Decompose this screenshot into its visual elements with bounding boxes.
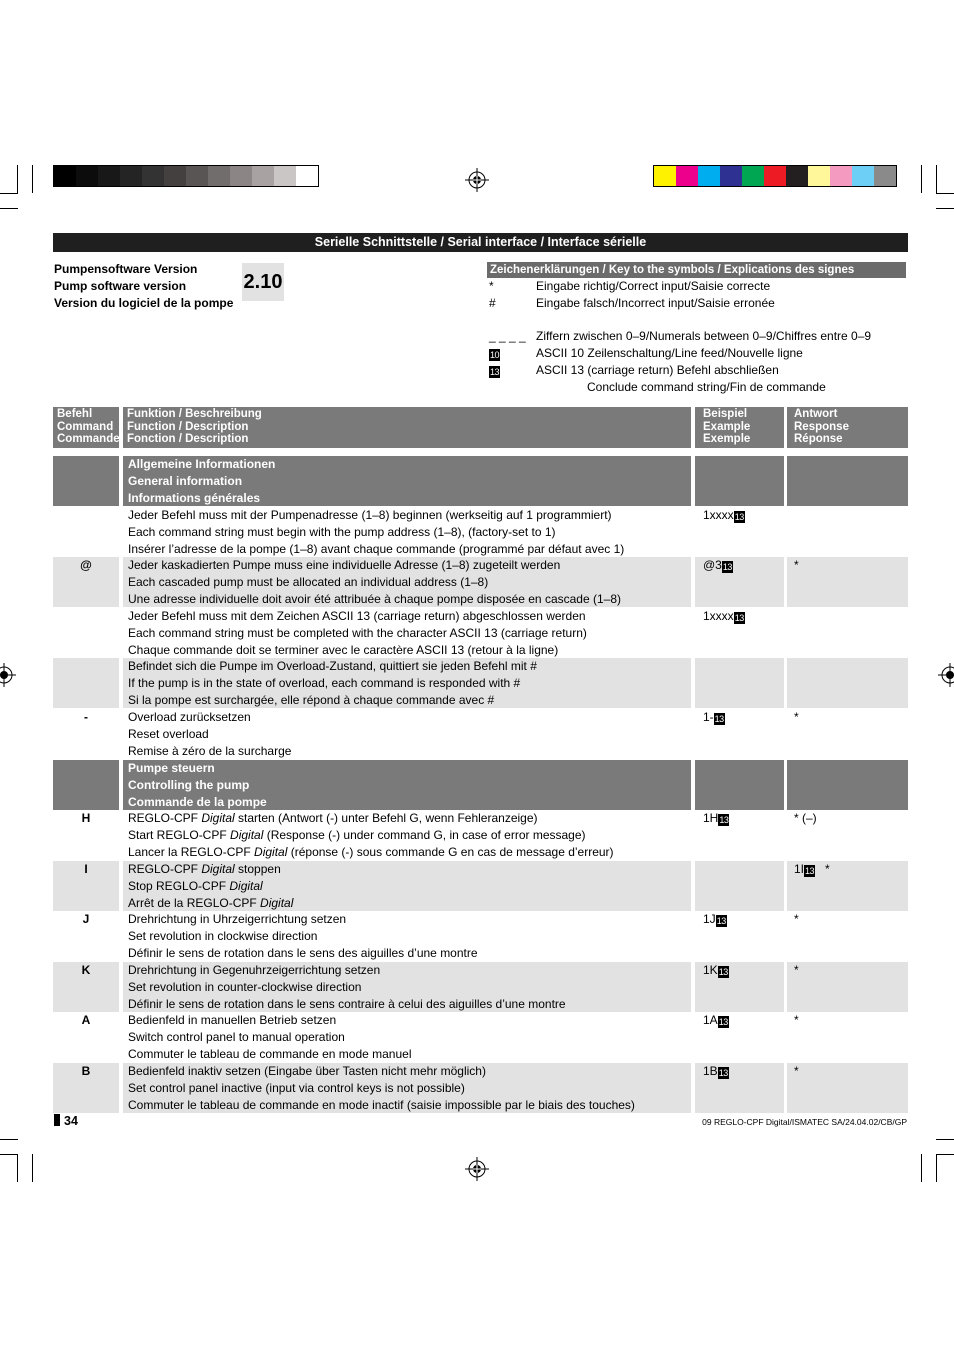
description-cell — [123, 911, 691, 961]
command-cell: B — [53, 1063, 119, 1113]
description-line: Set revolution in clockwise direction — [128, 929, 318, 943]
example-text: 1- — [703, 710, 714, 724]
command-cell: A — [81, 1013, 91, 1027]
example-cell — [695, 1012, 784, 1062]
example-cell — [695, 962, 784, 1012]
example-cell — [695, 911, 784, 961]
command-cell: J — [82, 912, 90, 926]
carriage-return-icon: 13 — [714, 714, 724, 724]
response-cell — [787, 709, 908, 759]
description-line: Chaque commande doit se terminer avec le caractère ASCII 13 (retour à la ligne) — [128, 643, 559, 657]
example-cell — [695, 658, 784, 708]
carriage-return-icon: 13 — [722, 562, 732, 572]
description-line: Set revolution in counter-clockwise direction — [128, 980, 362, 994]
color-swatch — [764, 166, 786, 186]
description-line: Informations générales — [128, 491, 261, 505]
color-swatch — [742, 166, 764, 186]
key-symbol: # — [489, 296, 496, 310]
color-swatch — [874, 166, 896, 186]
response-cell — [787, 658, 908, 708]
color-swatch — [808, 166, 830, 186]
description-cell — [123, 861, 691, 911]
example-cell — [695, 456, 784, 506]
example-cell — [695, 507, 784, 557]
key-description: Eingabe richtig/Correct input/Saisie correcte — [536, 279, 771, 293]
header-function: Funktion / Beschreibung Function / Description Fonction / Description — [123, 407, 691, 448]
key-description: ASCII 13 (carriage return) Befehl abschließen — [536, 363, 779, 377]
description-line: Si la pompe est surchargée, elle répond à chaque commande avec # — [128, 693, 495, 707]
description-line: Drehrichtung in Uhrzeigerrichtung setzen — [128, 912, 347, 926]
software-version-labels — [54, 261, 233, 312]
response-text: * (–) — [794, 811, 817, 825]
description-cell — [123, 1063, 691, 1113]
example-cell — [695, 1063, 784, 1113]
response-text: * — [794, 558, 799, 572]
section-number: 2.10 — [242, 263, 284, 301]
response-cell — [787, 760, 908, 810]
response-cell — [787, 456, 908, 506]
version-label-de: Pumpensoftware Version — [54, 262, 198, 276]
description-cell — [123, 810, 691, 860]
color-swatch — [54, 166, 76, 186]
description-line: Drehrichtung in Gegenuhrzeigerrichtung setzen — [128, 963, 381, 977]
description-line: Définir le sens de rotation dans le sens contraire à celui des aiguilles d’une montre — [128, 997, 566, 1011]
response-cell — [787, 810, 908, 860]
key-description: Ziffern zwischen 0–9/Numerals between 0–9/Chiffres entre 0–9 — [536, 329, 872, 343]
description-cell — [123, 557, 691, 607]
color-swatch — [164, 166, 186, 186]
page-number: 34 — [54, 1114, 78, 1128]
description-line: REGLO-CPF Digital starten (Antwort (-) unter Befehl G, wenn Fehleranzeige) — [128, 811, 538, 825]
ascii-glyph-icon: 13 — [490, 367, 500, 377]
description-line: Insérer l’adresse de la pompe (1–8) avant chaque commande (programmé par défaut avec 1) — [128, 542, 625, 556]
command-cell: I — [53, 861, 119, 911]
command-cell: - — [84, 710, 88, 724]
example-text: 1J — [703, 912, 716, 926]
example-text: @3 — [703, 558, 722, 572]
registration-mark-icon — [938, 663, 954, 687]
command-cell — [53, 608, 119, 658]
carriage-return-icon: 13 — [718, 1068, 728, 1078]
version-label-en: Pump software version — [54, 279, 187, 293]
description-line: Jeder Befehl muss mit dem Zeichen ASCII 13 (carriage return) abgeschlossen werden — [128, 609, 586, 623]
description-cell — [123, 709, 691, 759]
ascii-glyph-icon: 10 — [490, 350, 500, 360]
carriage-return-icon: 13 — [734, 613, 744, 623]
description-cell — [123, 658, 691, 708]
color-swatch — [76, 166, 98, 186]
color-swatch — [186, 166, 208, 186]
response-tail: * — [815, 862, 830, 876]
header-command: Befehl Command Commande — [53, 407, 119, 448]
description-line: Définir le sens de rotation dans le sens des aiguilles d’une montre — [128, 946, 478, 960]
version-label-fr: Version du logiciel de la pompe — [54, 296, 234, 310]
example-text: 1K — [703, 963, 718, 977]
carriage-return-icon: 13 — [734, 512, 744, 522]
description-line: Pumpe steuern — [128, 761, 215, 775]
carriage-return-icon: 13 — [718, 967, 728, 977]
description-line: Commuter le tableau de commande en mode manuel — [128, 1047, 412, 1061]
command-cell: @ — [53, 557, 119, 607]
color-swatch — [720, 166, 742, 186]
example-cell — [695, 760, 784, 810]
color-swatch — [252, 166, 274, 186]
response-text: 1I — [794, 862, 805, 876]
color-calibration-bar — [653, 165, 897, 187]
description-line: Bedienfeld in manuellen Betrieb setzen — [128, 1013, 337, 1027]
response-cell — [787, 911, 908, 961]
example-text: 1A — [703, 1013, 718, 1027]
description-line: Stop REGLO-CPF Digital — [128, 879, 263, 893]
description-line: Commuter le tableau de commande en mode inactif (saisie impossible par le biais des touches) — [128, 1098, 635, 1112]
gray-calibration-bar — [53, 165, 319, 187]
response-cell — [787, 557, 908, 607]
example-cell — [695, 709, 784, 759]
description-line: Une adresse individuelle doit avoir été attribuée à chaque pompe disposée en cascade (1–8) — [128, 592, 621, 606]
example-text: 1H — [703, 811, 719, 825]
carriage-return-icon: 13 — [805, 866, 815, 876]
color-swatch — [230, 166, 252, 186]
description-line: Jeder kaskadierten Pumpe muss eine individuelle Adresse (1–8) zugeteilt werden — [128, 558, 561, 572]
page-title: Serielle Schnittstelle / Serial interface / Interface sérielle — [53, 233, 908, 252]
response-text: * — [794, 912, 799, 926]
carriage-return-icon: 13 — [718, 1017, 728, 1027]
command-cell — [53, 760, 119, 810]
example-text: 1B — [703, 1064, 718, 1078]
description-line: Befindet sich die Pumpe im Overload-Zustand, quittiert sie jeden Befehl mit # — [128, 659, 537, 673]
description-line: Each command string must be completed with the character ASCII 13 (carriage return) — [128, 626, 587, 640]
response-cell — [787, 608, 908, 658]
registration-mark-icon — [465, 1157, 489, 1181]
color-swatch — [296, 166, 318, 186]
description-line: Commande de la pompe — [128, 795, 267, 809]
key-symbol: _ _ _ _ — [489, 329, 526, 343]
response-cell — [787, 861, 908, 911]
color-swatch — [654, 166, 676, 186]
color-swatch — [698, 166, 720, 186]
description-line: Jeder Befehl muss mit der Pumpenadresse (1–8) beginnen (werkseitig auf 1 programmiert) — [128, 508, 612, 522]
color-swatch — [98, 166, 120, 186]
key-symbol — [489, 345, 500, 362]
example-cell — [695, 557, 784, 607]
color-swatch — [830, 166, 852, 186]
response-cell — [787, 507, 908, 557]
description-cell — [123, 962, 691, 1012]
registration-mark-icon — [465, 168, 489, 192]
description-line: Bedienfeld inaktiv setzen (Eingabe über Tasten nicht mehr möglich) — [128, 1064, 486, 1078]
key-description: ASCII 10 Zeilenschaltung/Line feed/Nouvelle ligne — [536, 346, 803, 360]
color-swatch — [120, 166, 142, 186]
key-description: Eingabe falsch/Incorrect input/Saisie erronée — [536, 296, 775, 310]
description-cell — [123, 1012, 691, 1062]
description-line: Lancer la REGLO-CPF Digital (réponse (-) sous commande G en cas de message d’erreur) — [128, 845, 614, 859]
response-text: * — [794, 1064, 799, 1078]
description-line: Overload zurücksetzen — [128, 710, 251, 724]
description-cell — [123, 456, 691, 506]
command-cell — [53, 658, 119, 708]
description-line: REGLO-CPF Digital stoppen — [128, 862, 281, 876]
description-cell — [123, 507, 691, 557]
description-line: Reset overload — [128, 727, 209, 741]
description-line: Switch control panel to manual operation — [128, 1030, 345, 1044]
response-text: * — [794, 710, 799, 724]
description-cell — [123, 608, 691, 658]
registration-mark-icon — [0, 663, 16, 687]
color-swatch — [274, 166, 296, 186]
description-cell — [123, 760, 691, 810]
response-text: * — [794, 1013, 799, 1027]
example-text: 1xxxx — [703, 508, 734, 522]
response-cell — [787, 1012, 908, 1062]
description-line: Each command string must begin with the pump address (1–8), (factory-set to 1) — [128, 525, 556, 539]
example-cell — [695, 861, 784, 911]
key-description: Conclude command string/Fin de commande — [587, 380, 826, 394]
color-swatch — [676, 166, 698, 186]
color-swatch — [208, 166, 230, 186]
example-text: 1xxxx — [703, 609, 734, 623]
description-line: Allgemeine Informationen — [128, 457, 276, 471]
example-cell — [695, 810, 784, 860]
command-cell: H — [81, 811, 91, 825]
description-line: Each cascaded pump must be allocated an individual address (1–8) — [128, 575, 489, 589]
color-swatch — [142, 166, 164, 186]
response-cell — [787, 1063, 908, 1113]
document-code: 09 REGLO-CPF Digital/ISMATEC SA/24.04.02/CB/GP — [702, 1117, 907, 1127]
description-line: Set control panel inactive (input via control keys is not possible) — [128, 1081, 465, 1095]
response-text: * — [794, 963, 799, 977]
command-cell — [53, 456, 119, 506]
example-cell — [695, 608, 784, 658]
description-line: Start REGLO-CPF Digital (Response (-) under command G, in case of error message) — [128, 828, 586, 842]
header-example: Beispiel Example Exemple — [695, 407, 784, 448]
symbol-key-heading: Zeichenerklärungen / Key to the symbols / Explications des signes — [487, 262, 906, 278]
header-response: Antwort Response Réponse — [787, 407, 908, 448]
response-cell — [787, 962, 908, 1012]
command-cell: K — [53, 962, 119, 1012]
command-cell — [53, 507, 119, 557]
carriage-return-icon: 13 — [716, 916, 726, 926]
description-line: General information — [128, 474, 243, 488]
key-symbol — [489, 362, 500, 379]
description-line: Controlling the pump — [128, 778, 250, 792]
carriage-return-icon: 13 — [719, 815, 729, 825]
description-line: Remise à zéro de la surcharge — [128, 744, 292, 758]
color-swatch — [852, 166, 874, 186]
description-line: Arrêt de la REGLO-CPF Digital — [128, 896, 294, 910]
description-line: If the pump is in the state of overload, each command is responded with # — [128, 676, 521, 690]
color-swatch — [786, 166, 808, 186]
key-symbol: * — [489, 279, 494, 293]
